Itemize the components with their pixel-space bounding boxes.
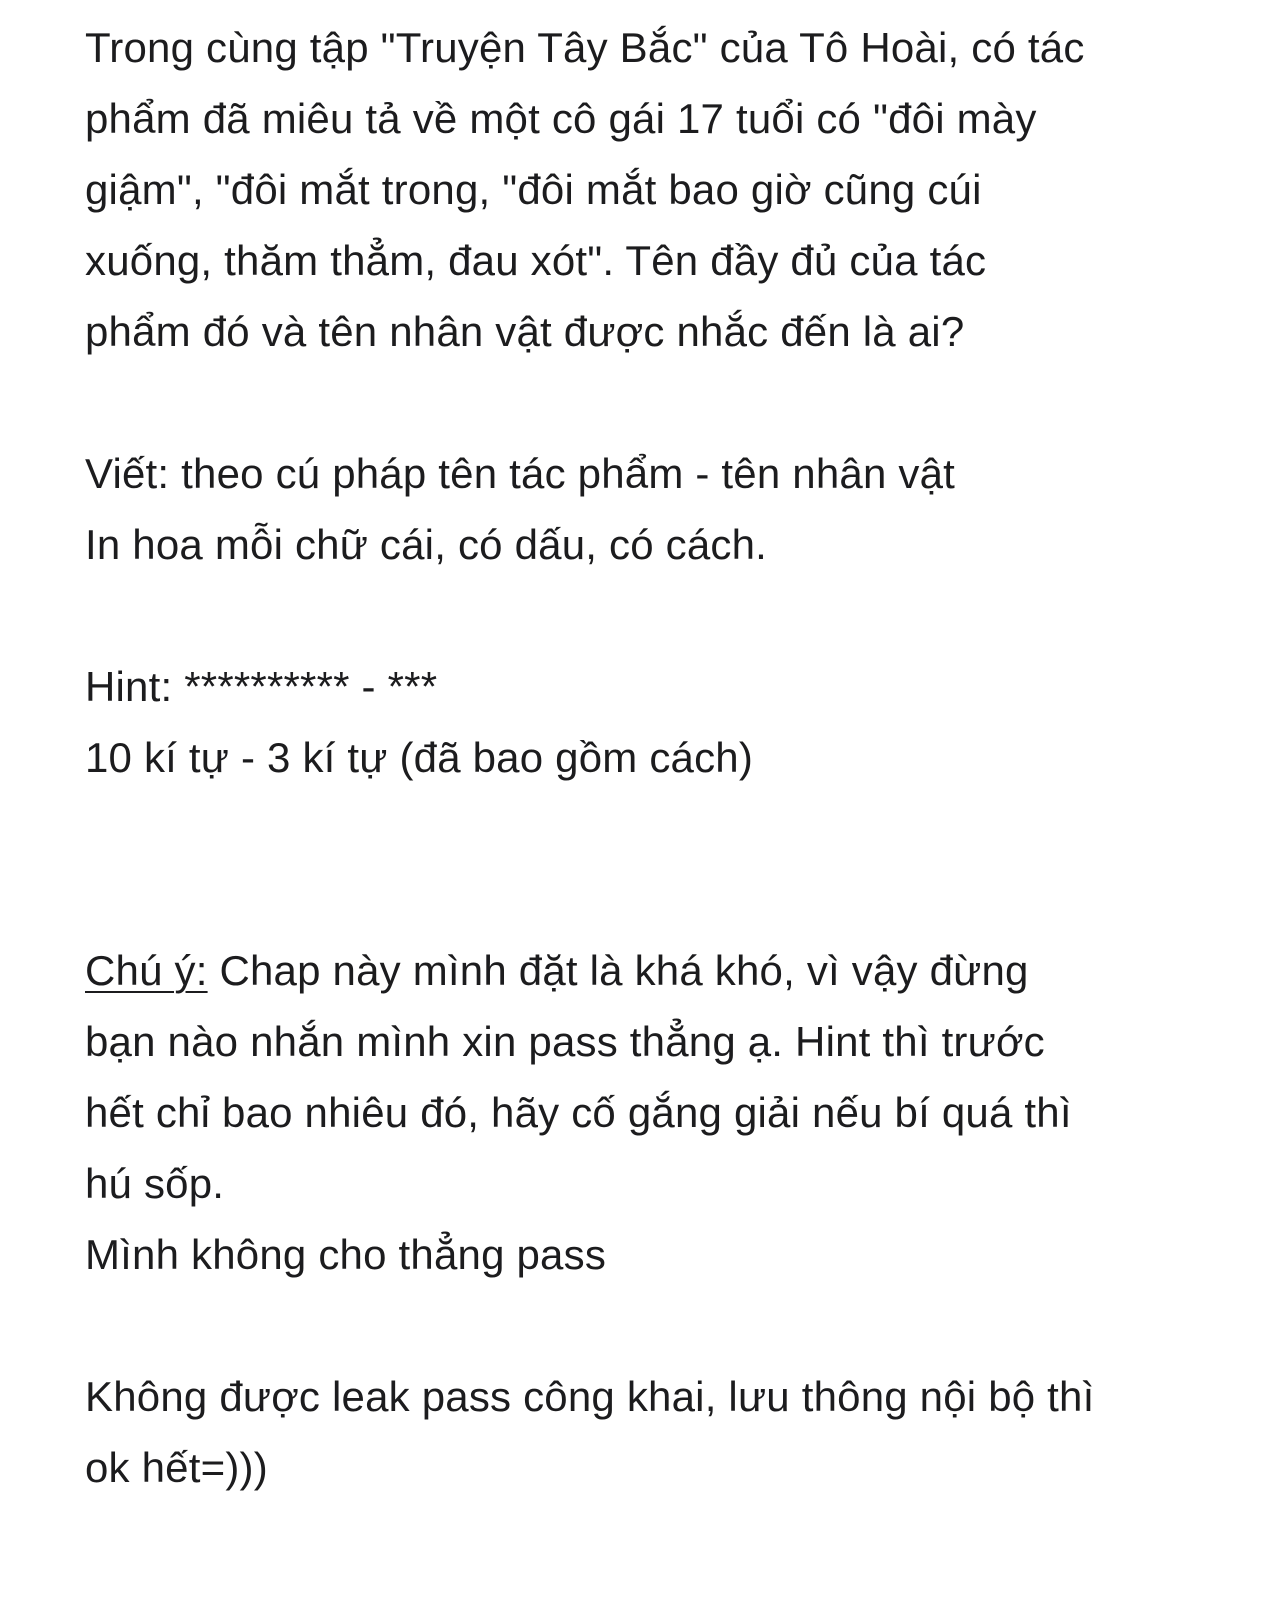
question-line: Trong cùng tập "Truyện Tây Bắc" của Tô Hoài, có tác [85, 24, 1085, 71]
note-line: hết chỉ bao nhiêu đó, hãy cố gắng giải nếu bí quá thì [85, 1089, 1072, 1136]
note-label: Chú ý: [85, 947, 208, 994]
note-first-line-text: Chap này mình đặt là khá khó, vì vậy đừng [207, 947, 1029, 994]
question-paragraph [85, 12, 1215, 367]
format-instruction: Viết: theo cú pháp tên tác phẩm - tên nhân vật [85, 450, 956, 497]
question-line: xuống, thăm thẳm, đau xót". Tên đầy đủ của tác [85, 237, 987, 284]
blank-lines [85, 793, 1215, 935]
hint-pattern: Hint: ********** - *** [85, 663, 438, 710]
hint-length: 10 kí tự - 3 kí tự (đã bao gồm cách) [85, 734, 754, 781]
leak-warning-paragraph [85, 1361, 1215, 1503]
question-line: phẩm đã miêu tả về một cô gái 17 tuổi có "đôi mày [85, 95, 1037, 142]
note-line: bạn nào nhắn mình xin pass thẳng ạ. Hint thì trước [85, 1018, 1045, 1065]
question-line: phẩm đó và tên nhân vật được nhắc đến là ai? [85, 308, 965, 355]
blank-line [85, 367, 1215, 438]
question-line: giậm", "đôi mắt trong, "đôi mắt bao giờ cũng cúi [85, 166, 982, 213]
note-first-line [85, 935, 1215, 1006]
hint-paragraph [85, 651, 1215, 793]
note-paragraph [85, 935, 1215, 1290]
note-line: hú sốp. [85, 1160, 225, 1207]
no-pass-line: Mình không cho thẳng pass [85, 1231, 607, 1278]
instructions-paragraph [85, 438, 1215, 580]
blank-line [85, 580, 1215, 651]
leak-warning-line: Không được leak pass công khai, lưu thông nội bộ thì [85, 1373, 1095, 1420]
note-body [85, 12, 1215, 1503]
case-instruction: In hoa mỗi chữ cái, có dấu, có cách. [85, 521, 768, 568]
blank-line [85, 1290, 1215, 1361]
leak-warning-line: ok hết=))) [85, 1444, 268, 1491]
